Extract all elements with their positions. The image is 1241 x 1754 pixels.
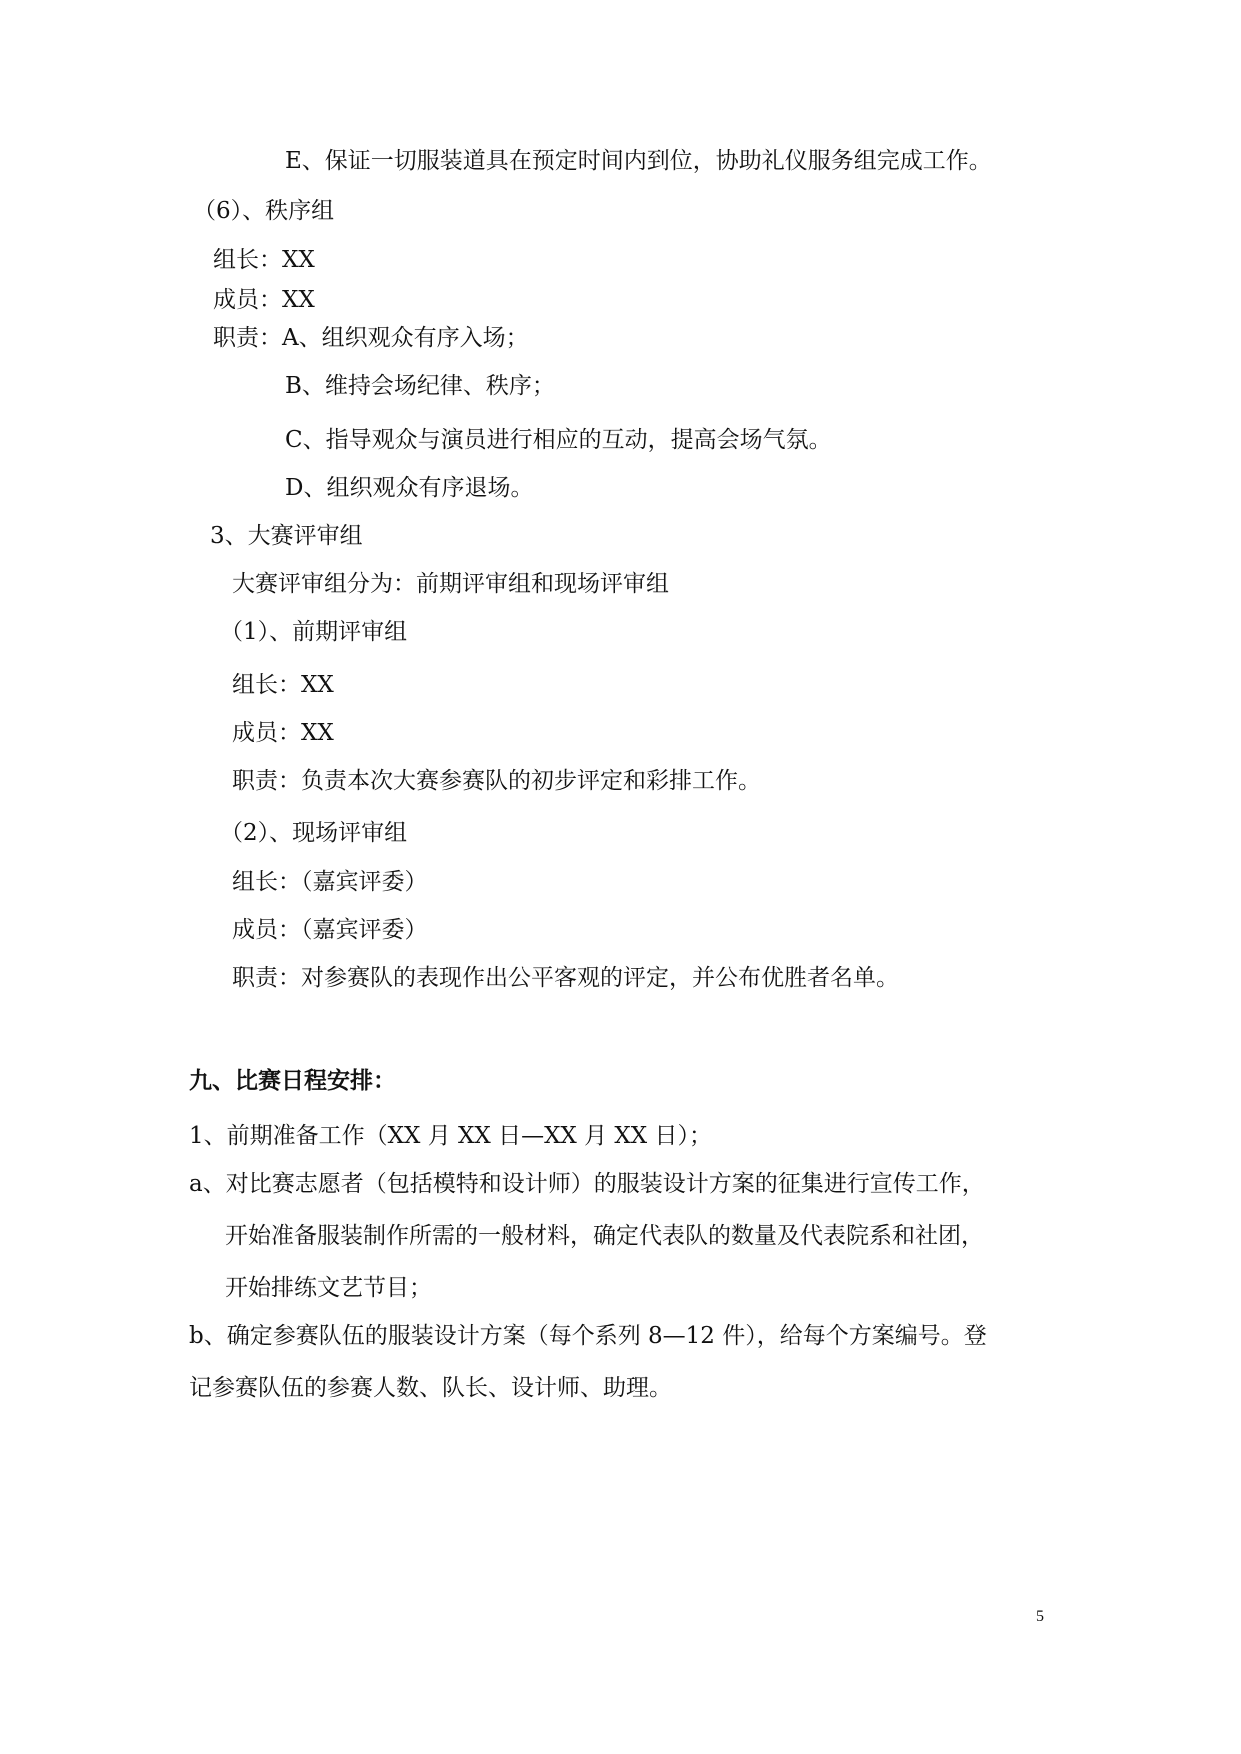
schedule-item-a-line-1: a、对比赛志愿者（包括模特和设计师）的服装设计方案的征集进行宣传工作， [189,1171,985,1197]
order-group-duty-d: D、组织观众有序退场。 [285,475,534,501]
onsite-jury-members: 成员：（嘉宾评委） [232,917,428,943]
schedule-item-1: 1、前期准备工作（XX 月 XX 日—XX 月 XX 日）； [189,1123,712,1149]
preliminary-jury-duty: 职责：负责本次大赛参赛队的初步评定和彩排工作。 [232,768,761,794]
onsite-jury-title: （2）、现场评审组 [220,820,408,846]
schedule-item-a-line-2: 开始准备服装制作所需的一般材料，确定代表队的数量及代表院系和社团， [225,1223,984,1249]
order-group-leader: 组长：XX [213,247,315,273]
preliminary-jury-leader: 组长：XX [232,672,334,698]
order-group-duty-a: 职责：A、组织观众有序入场； [213,325,529,351]
onsite-jury-leader: 组长：（嘉宾评委） [232,869,428,895]
section-heading-schedule: 九、比赛日程安排： [189,1068,396,1094]
order-group-title: （6）、秩序组 [193,198,335,224]
page-number: 5 [1036,1608,1044,1625]
jury-title: 3、大赛评审组 [210,523,363,549]
preliminary-jury-members: 成员：XX [232,720,334,746]
preliminary-jury-title: （1）、前期评审组 [220,619,408,645]
onsite-jury-duty: 职责：对参赛队的表现作出公平客观的评定，并公布优胜者名单。 [232,965,899,991]
schedule-item-b-line-2: 记参赛队伍的参赛人数、队长、设计师、助理。 [189,1375,672,1401]
dress-group-duty-e: E、保证一切服装道具在预定时间内到位，协助礼仪服务组完成工作。 [285,148,992,174]
order-group-members: 成员：XX [213,287,315,313]
order-group-duty-b: B、维持会场纪律、秩序； [285,373,555,399]
jury-intro: 大赛评审组分为：前期评审组和现场评审组 [232,571,669,597]
order-group-duty-c: C、指导观众与演员进行相应的互动，提高会场气氛。 [285,427,832,453]
schedule-item-a-line-3: 开始排练文艺节目； [225,1275,432,1301]
schedule-item-b-line-1: b、确定参赛队伍的服装设计方案（每个系列 8—12 件），给每个方案编号。登 [189,1323,987,1349]
